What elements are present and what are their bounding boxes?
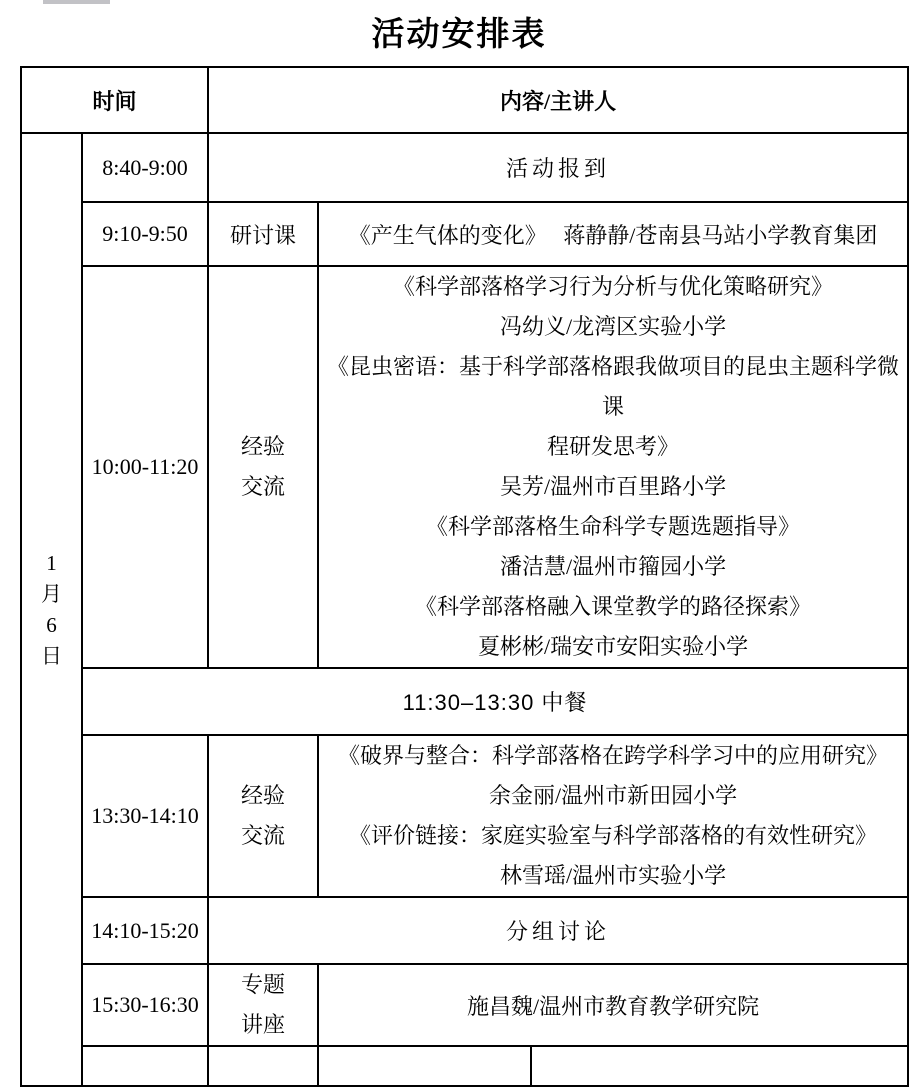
- content-cell: 《产生气体的变化》 蒋静静/苍南县马站小学教育集团: [318, 202, 908, 266]
- time-cell: 8:40-9:00: [82, 133, 208, 202]
- top-edge-ui-fragment: [43, 0, 110, 4]
- date-char: 月: [41, 581, 62, 606]
- table-row: [21, 897, 908, 964]
- time-cell-empty: [82, 1046, 208, 1086]
- time-cell: 13:30-14:10: [82, 735, 208, 897]
- header-content: 内容/主讲人: [208, 67, 908, 133]
- table-row: [21, 202, 908, 266]
- header-time: 时间: [21, 67, 208, 133]
- content-line: 冯幼义/龙湾区实验小学: [499, 314, 727, 339]
- table-row: [21, 266, 908, 668]
- content-cell-empty: [318, 1046, 531, 1086]
- content-cell: [318, 266, 908, 668]
- content-cell: 活动报到: [208, 133, 908, 202]
- session-type-cell-empty: [208, 1046, 318, 1086]
- time-cell: 14:10-15:20: [82, 897, 208, 964]
- table-row-partial: [21, 1046, 908, 1086]
- table-row: [21, 964, 908, 1046]
- content-line: 《科学部落格学习行为分析与优化策略研究》: [393, 274, 834, 299]
- table-header-row: [21, 67, 908, 133]
- content-cell-empty: [531, 1046, 908, 1086]
- table-row: [21, 735, 908, 897]
- session-type-cell: [208, 735, 318, 897]
- table-row-lunch: [21, 668, 908, 735]
- session-type-line: 交流: [241, 474, 286, 499]
- content-line: 《破界与整合：科学部落格在跨学科学习中的应用研究》: [338, 743, 889, 768]
- content-line: 潘洁慧/温州市籀园小学: [499, 554, 727, 579]
- content-line: 林雪瑶/温州市实验小学: [499, 863, 727, 888]
- time-cell: 10:00-11:20: [82, 266, 208, 668]
- time-cell: 15:30-16:30: [82, 964, 208, 1046]
- lunch-cell: 11:30–13:30 中餐: [82, 668, 908, 735]
- schedule-table: [20, 66, 909, 1087]
- session-type-cell: 研讨课: [208, 202, 318, 266]
- content-line: 余金丽/温州市新田园小学: [488, 783, 738, 808]
- session-type-cell: [208, 266, 318, 668]
- session-type-cell: [208, 964, 318, 1046]
- content-cell: 施昌魏/温州市教育教学研究院: [318, 964, 908, 1046]
- session-type-line: 经验: [241, 434, 286, 459]
- session-type-line: 讲座: [241, 1012, 286, 1037]
- content-line: 程研发思考》: [547, 434, 680, 459]
- date-char: 6: [46, 612, 57, 637]
- content-cell: 分组讨论: [208, 897, 908, 964]
- content-line: 夏彬彬/瑞安市安阳实验小学: [477, 634, 749, 659]
- content-cell: [318, 735, 908, 897]
- content-line: 《昆虫密语：基于科学部落格跟我做项目的昆虫主题科学微课: [327, 354, 900, 419]
- content-line: 《科学部落格融入课堂教学的路径探索》: [415, 594, 812, 619]
- content-line: 《科学部落格生命科学专题选题指导》: [426, 514, 801, 539]
- session-type-line: 交流: [241, 823, 286, 848]
- time-cell: 9:10-9:50: [82, 202, 208, 266]
- date-char: 1: [46, 550, 57, 575]
- table-row: [21, 133, 908, 202]
- page-title: 活动安排表: [371, 17, 547, 53]
- session-type-line: 经验: [241, 783, 286, 808]
- date-char: 日: [41, 643, 62, 668]
- content-line: 吴芳/温州市百里路小学: [499, 474, 727, 499]
- date-cell: [21, 133, 82, 1086]
- session-type-line: 专题: [241, 972, 286, 997]
- content-line: 《评价链接：家庭实验室与科学部落格的有效性研究》: [349, 823, 878, 848]
